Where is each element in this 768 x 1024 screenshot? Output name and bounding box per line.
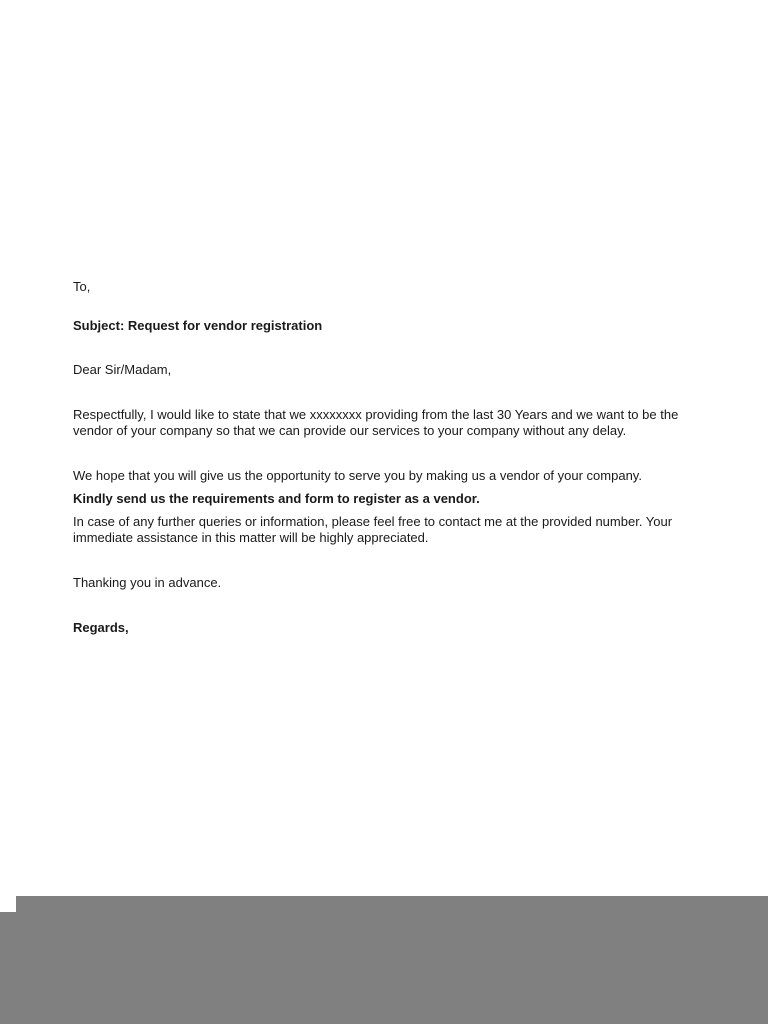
letter-body [73, 279, 693, 636]
paragraph-hope: We hope that you will give us the opportunity to serve you by making us a vendor of your company. [73, 468, 642, 483]
thanks-line: Thanking you in advance. [73, 575, 222, 590]
bottom-gray-band [0, 912, 768, 1024]
paragraph-contact: In case of any further queries or information, please feel free to contact me at the provided number. Your immediate assistance in this matter will be highly appreciated. [73, 514, 673, 545]
recipient-line: To, [73, 279, 91, 294]
closing-line: Regards, [73, 620, 129, 635]
greeting-line: Dear Sir/Madam, [73, 362, 172, 377]
paragraph-request: Kindly send us the requirements and form to register as a vendor. [73, 491, 480, 506]
bottom-gray-band-top [16, 896, 768, 912]
paragraph-intro: Respectfully, I would like to state that we xxxxxxxx providing from the last 30 Years and we want to be the vendor of your company so that we can provide our services to your company without any delay. [73, 407, 679, 438]
subject-line: Subject: Request for vendor registration [73, 318, 323, 333]
